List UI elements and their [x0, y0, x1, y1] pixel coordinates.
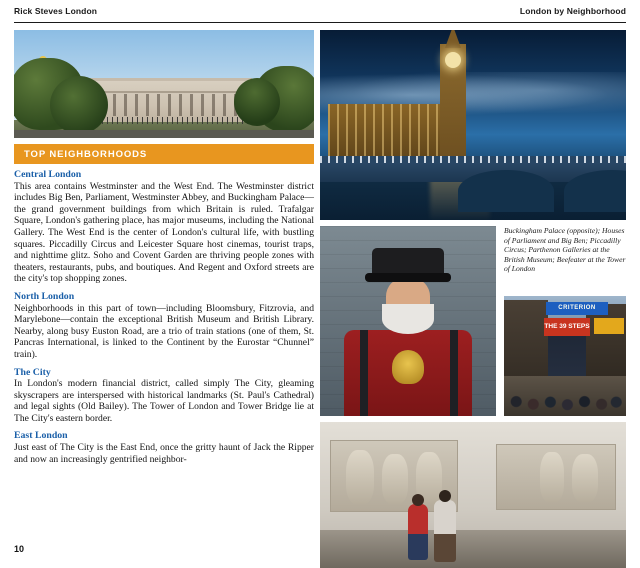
page-number: 10 — [14, 544, 25, 554]
houses-of-parliament-big-ben-photo — [320, 30, 626, 220]
uniform-trim-left — [360, 330, 368, 416]
sculpture-figure-5 — [540, 452, 564, 502]
sculpture-figure-1 — [346, 450, 374, 504]
subheading-central-london: Central London — [14, 169, 82, 180]
subheading-east-london: East London — [14, 430, 68, 442]
paragraph-east-london: Just east of The City is the East End, once the gritty haunt of Jack the Ripper and now an increasingly gentrified neighbor- — [14, 442, 314, 465]
parliament-building — [328, 104, 450, 164]
building-right — [586, 304, 626, 386]
body-text — [14, 164, 314, 465]
criterion-sign: CRITERION — [546, 302, 608, 315]
section-banner-label: TOP NEIGHBORHOODS — [24, 148, 148, 160]
beefeater-beard — [382, 304, 434, 334]
piccadilly-circus-photo — [504, 296, 626, 416]
sculpture-figure-4 — [572, 454, 598, 502]
middle-photo-row — [320, 226, 626, 416]
paragraph-central-london: This area contains Westminster and the West End. The Westminster district includes Big Ben, Parliament, Westminster Abbey, and Buckingham Palace—the grand government buildings from which Britain is ruled. Trafalgar Square, London's gathering place, has major museums, including the National Gallery. The West End is the center of London's cultural life, with bustling squares. Piccadilly Circus and Leicester Square host cinemas, tourist traps, and nighttime glitz. Soho and Covent Garden are thriving people zones with theaters, restaurants, pubs, and boutiques. And Regent and Oxford streets are the city's top shopping zones. — [14, 180, 314, 285]
39-steps-sign: THE 39 STEPS — [544, 318, 590, 336]
parthenon-galleries-british-museum-photo — [320, 422, 626, 568]
tree-right-2 — [234, 78, 280, 126]
bridge-arch-1 — [458, 170, 554, 212]
royal-emblem — [392, 350, 424, 384]
clock-face — [445, 52, 461, 68]
crowd — [504, 386, 626, 412]
paragraph-the-city: In London's modern financial district, called simply The City, gleaming skyscrapers are interspersed with historical landmarks (St. Paul's Cathedral) and legal sights (Old Bailey). The Tower of London and Tower Bridge lie at The City's eastern border. — [14, 378, 314, 424]
tree-left-2 — [50, 76, 108, 134]
sculpture-figure-2 — [382, 454, 408, 504]
left-column — [14, 30, 314, 568]
building-left — [504, 300, 548, 386]
paragraph-north-london: Neighborhoods in this part of town—including Bloomsbury, Fitzrovia, and Marylebone—contain the exceptional British Museum and British Library. Nearby, along busy Euston Road, are a trio of train stations (one of them, St. Pancras International, is linked to the Continent by the Eurostar “Chunnel” train). — [14, 302, 314, 360]
museum-visitor-1 — [408, 504, 428, 560]
gallery-floor — [320, 530, 626, 568]
running-head-left: Rick Steves London — [14, 6, 98, 16]
buckingham-palace-photo — [14, 30, 314, 138]
subheading-the-city: The City — [14, 366, 51, 378]
subheading-north-london: North London — [14, 290, 75, 302]
header-rule — [14, 22, 626, 23]
photo-caption: Buckingham Palace (opposite); Houses of Parliament and Big Ben; Piccadilly Circus; Parthenon Galleries at the British Museum; Beefeater at the Tower of London — [504, 226, 626, 273]
running-head-right: London by Neighborhood — [519, 6, 626, 16]
museum-visitor-2 — [434, 500, 456, 562]
right-column — [320, 30, 626, 568]
beefeater-tower-of-london-photo — [320, 226, 496, 416]
billboard-sign — [594, 318, 624, 334]
bridge-railing — [320, 156, 626, 163]
beefeater-hat — [372, 248, 444, 278]
uniform-trim-right — [450, 330, 458, 416]
section-banner — [14, 144, 314, 164]
road — [14, 130, 314, 138]
